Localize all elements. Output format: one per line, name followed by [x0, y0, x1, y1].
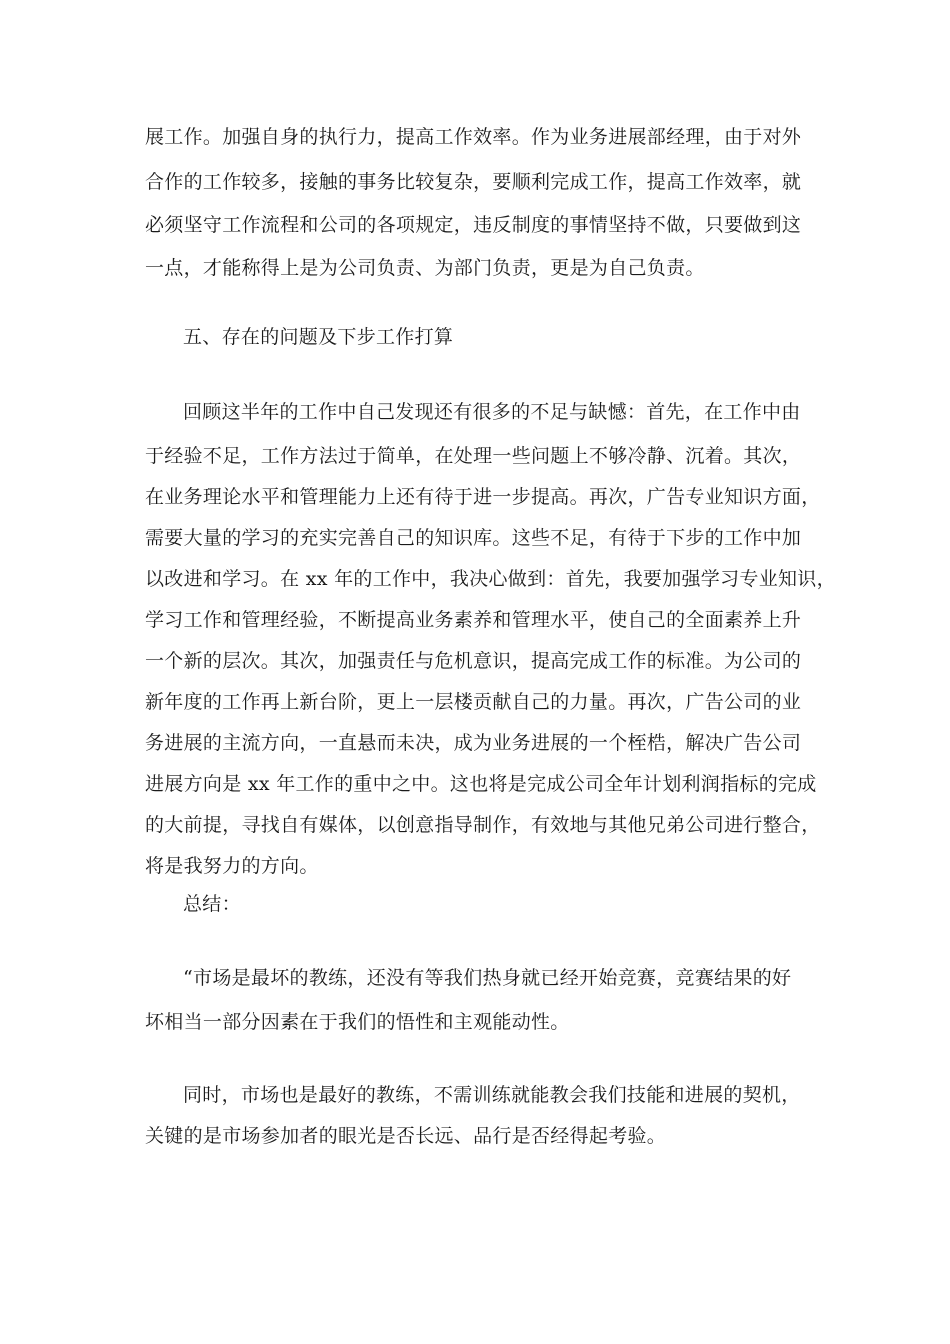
paragraph-1-line-1: 展工作。加强自身的执行力，提高工作效率。作为业务进展部经理，由于对外 [145, 126, 802, 148]
paragraph-2-line-5: 以改进和学习。在 xx 年的工作中，我决心做到：首先，我要加强学习专业知识， [145, 568, 836, 590]
paragraph-1-line-2: 合作的工作较多，接触的事务比较复杂，要顺利完成工作，提高工作效率，就 [145, 171, 802, 193]
summary-label: 总结： [183, 893, 241, 915]
paragraph-1-line-3: 必须坚守工作流程和公司的各项规定，违反制度的事情坚持不做，只要做到这 [145, 214, 802, 236]
paragraph-2-line-11: 的大前提，寻找自有媒体，以创意指导制作，有效地与其他兄弟公司进行整合， [145, 814, 821, 836]
paragraph-1-line-4: 一点，才能称得上是为公司负责、为部门负责，更是为自己负责。 [145, 257, 705, 279]
paragraph-3-line-2: 坏相当一部分因素在于我们的悟性和主观能动性。 [145, 1011, 570, 1033]
paragraph-2-line-3: 在业务理论水平和管理能力上还有待于进一步提高。再次，广告专业知识方面， [145, 486, 821, 508]
paragraph-2-line-1: 回顾这半年的工作中自己发现还有很多的不足与缺憾：首先，在工作中由 [183, 401, 801, 423]
paragraph-2-line-9: 务进展的主流方向，一直悬而未决，成为业务进展的一个桎梏，解决广告公司 [145, 732, 802, 754]
paragraph-2-line-7: 一个新的层次。其次，加强责任与危机意识，提高完成工作的标准。为公司的 [145, 650, 802, 672]
paragraph-4-line-2: 关键的是市场参加者的眼光是否长远、品行是否经得起考验。 [145, 1125, 667, 1147]
paragraph-2-line-2: 于经验不足，工作方法过于简单，在处理一些问题上不够冷静、沉着。其次， [145, 445, 802, 467]
paragraph-2-line-12: 将是我努力的方向。 [145, 855, 319, 877]
paragraph-2-line-4: 需要大量的学习的充实完善自己的知识库。这些不足，有待于下步的工作中加 [145, 527, 802, 549]
paragraph-2-line-10: 进展方向是 xx 年工作的重中之中。这也将是完成公司全年计划利润指标的完成 [145, 773, 817, 795]
paragraph-2-line-8: 新年度的工作再上新台阶，更上一层楼贡献自己的力量。再次，广告公司的业 [145, 691, 802, 713]
paragraph-2-line-6: 学习工作和管理经验，不断提高业务素养和管理水平，使自己的全面素养上升 [145, 609, 802, 631]
section-heading: 五、存在的问题及下步工作打算 [183, 326, 454, 348]
paragraph-3-line-1: “市场是最坏的教练，还没有等我们热身就已经开始竞赛，竞赛结果的好 [183, 967, 792, 989]
paragraph-4-line-1: 同时，市场也是最好的教练，不需训练就能教会我们技能和进展的契机， [183, 1084, 801, 1106]
